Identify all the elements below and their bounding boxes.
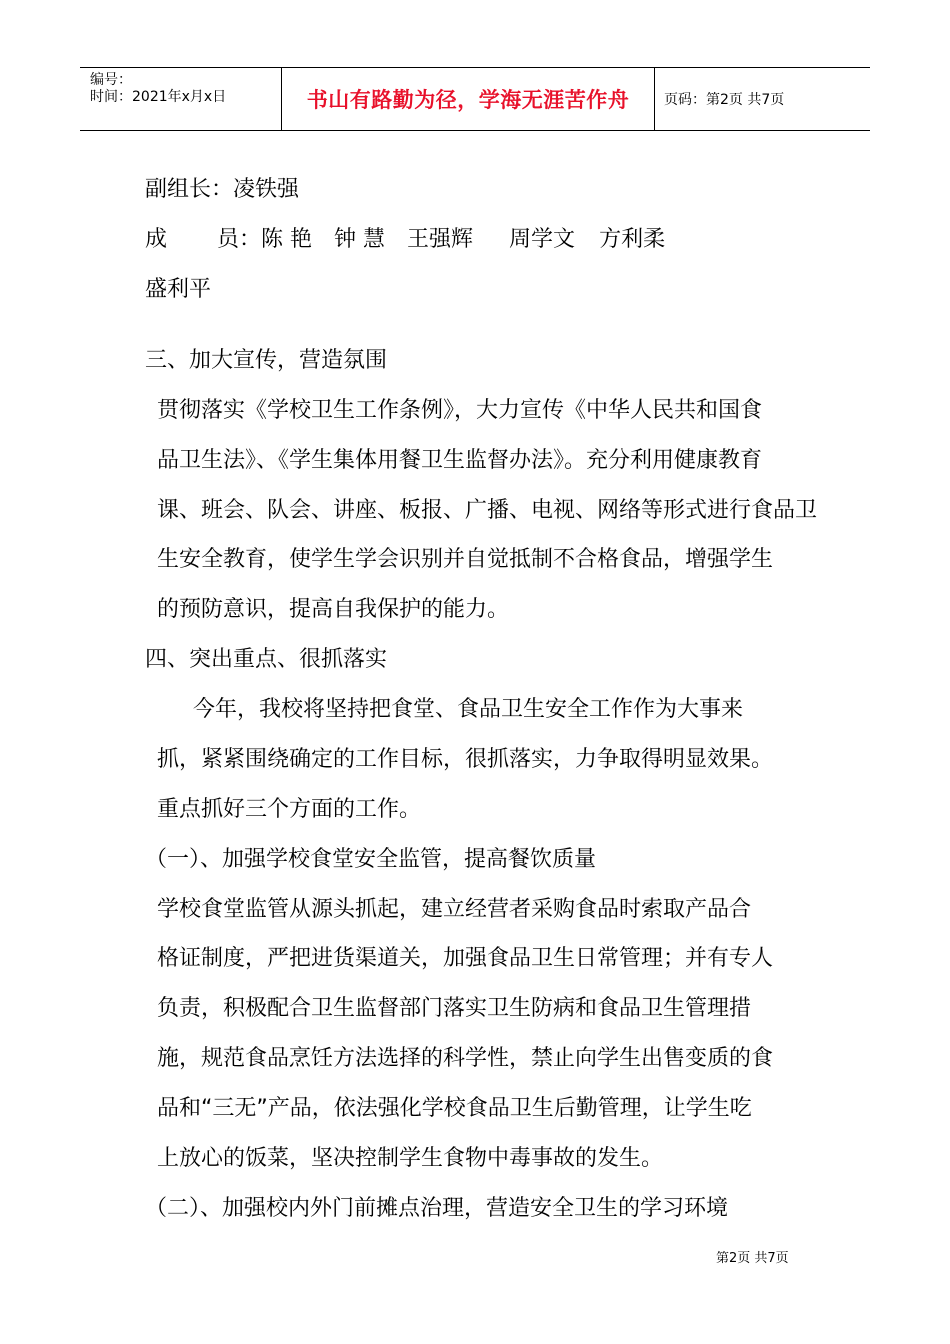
paragraph-line: 施，规范食品烹饪方法选择的科学性，禁止向学生出售变质的食 bbox=[157, 1046, 774, 1071]
header-divider-right bbox=[654, 68, 655, 130]
member-name: 钟 慧 bbox=[334, 227, 386, 252]
paragraph-line: 贯彻落实《学校卫生工作条例》，大力宣传《中华人民共和国食 bbox=[157, 398, 763, 423]
paragraph-line: 课、班会、队会、讲座、板报、广播、电视、网络等形式进行食品卫 bbox=[157, 498, 818, 523]
header-page-number: 页码：第2页 共7页 bbox=[664, 92, 785, 108]
header-meta bbox=[90, 72, 226, 106]
members-label-second: 员： bbox=[217, 227, 262, 252]
paragraph-line: 上放心的饭菜，坚决控制学生食物中毒事故的发生。 bbox=[157, 1146, 664, 1171]
deputy-leader-line: 副组长：凌铁强 bbox=[145, 177, 300, 202]
subsection-1-heading: （一）、加强学校食堂安全监管，提高餐饮质量 bbox=[145, 847, 597, 872]
section-3-heading: 三、加大宣传，营造氛围 bbox=[145, 348, 388, 373]
paragraph-line: 格证制度，严把进货渠道关，加强食品卫生日常管理；并有专人 bbox=[157, 946, 774, 971]
footer-page-number: 第2页 共7页 bbox=[716, 1251, 789, 1266]
header-motto: 书山有路勤为径，学海无涯苦作舟 bbox=[306, 88, 630, 112]
paragraph-line: 的预防意识，提高自我保护的能力。 bbox=[157, 597, 510, 622]
paragraph-line: 抓，紧紧围绕确定的工作目标，很抓落实，力争取得明显效果。 bbox=[157, 747, 774, 772]
paragraph-line: 今年，我校将坚持把食堂、食品卫生安全工作作为大事来 bbox=[193, 697, 744, 722]
member-name: 方利柔 bbox=[599, 227, 666, 252]
member-name: 陈 艳 bbox=[261, 227, 313, 252]
members-line bbox=[145, 226, 665, 254]
section-4-heading: 四、突出重点、很抓落实 bbox=[145, 647, 388, 672]
paragraph-line: 品和“三无”产品，依法强化学校食品卫生后勤管理，让学生吃 bbox=[157, 1096, 752, 1121]
member-name: 周学文 bbox=[509, 227, 576, 252]
paragraph-line: 负责，积极配合卫生监督部门落实卫生防病和食品卫生管理措 bbox=[157, 996, 752, 1021]
members-label-first: 成 bbox=[145, 227, 168, 252]
member-name-continued: 盛利平 bbox=[145, 277, 212, 302]
document-time: 时间：2021年x月x日 bbox=[90, 89, 227, 105]
paragraph-line: 生安全教育，使学生学会识别并自觉抵制不合格食品，增强学生 bbox=[157, 547, 774, 572]
document-number-label: 编号： bbox=[90, 72, 132, 88]
member-name: 王强辉 bbox=[407, 227, 474, 252]
page-header bbox=[80, 67, 870, 131]
paragraph-line: 学校食堂监管从源头抓起，建立经营者采购食品时索取产品合 bbox=[157, 897, 752, 922]
subsection-2-heading: （二）、加强校内外门前摊点治理，营造安全卫生的学习环境 bbox=[145, 1196, 729, 1221]
paragraph-line: 品卫生法》、《学生集体用餐卫生监督办法》。充分利用健康教育 bbox=[157, 448, 763, 473]
paragraph-line: 重点抓好三个方面的工作。 bbox=[157, 797, 422, 822]
